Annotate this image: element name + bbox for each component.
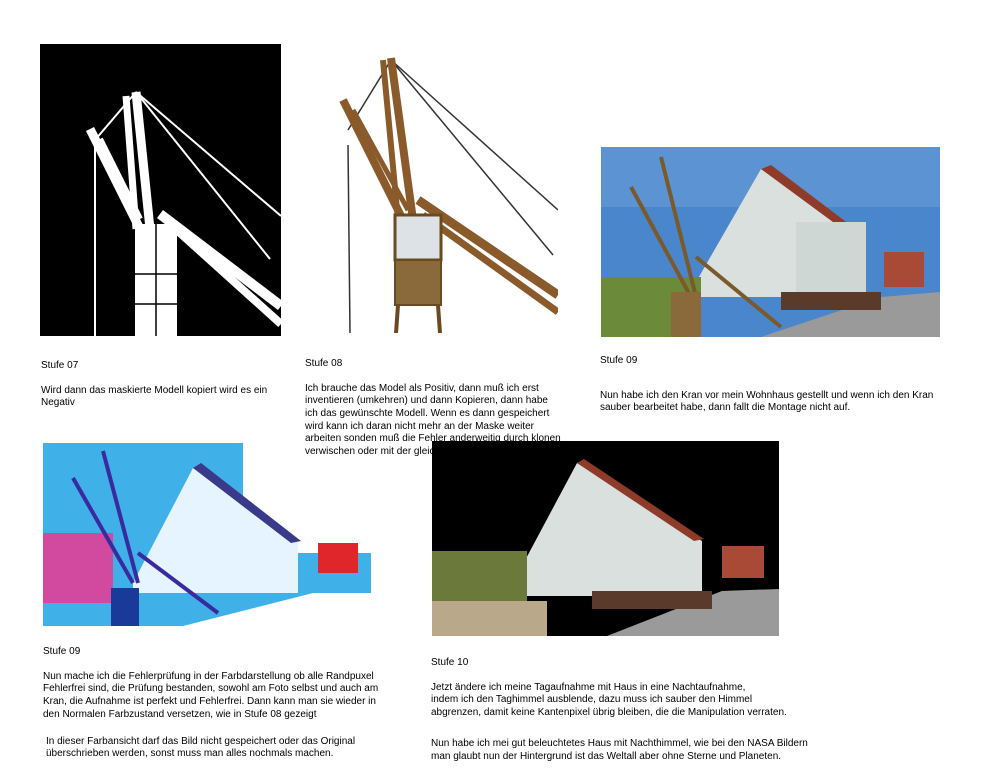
caption-text: Nun habe ich den Kran vor mein Wohnhaus gestellt und wenn ich den Kran sauber bearbeitet habe, dann fallt die Montage nicht auf. bbox=[600, 389, 934, 414]
caption-stufe-08 bbox=[305, 345, 580, 471]
caption-note: Nun habe ich mei gut beleuchtetes Haus mit Nachthimmel, wie bei den NASA Bildern man glaubt nun der Hintergrund ist das Weltall aber ohne Sterne und Planeten. bbox=[431, 738, 808, 762]
caption-heading: Stufe 09 bbox=[43, 645, 81, 657]
crane-mask-image bbox=[40, 44, 281, 336]
caption-stufe-09-day bbox=[600, 342, 945, 428]
caption-stufe-07 bbox=[41, 347, 291, 423]
caption-text: Ich brauche das Model als Positiv, dann muß ich erst inventieren (umkehren) und dann Kopieren, dann habe ich das gewünschte Modell. Wenn es dann gespeichert wird kann ich daran nicht mehr an der Maske weiter arbeiten sonden muß die Fehler anderweitig durch klonen verwischen oder mit der gleichen Farbe füllen. bbox=[305, 382, 561, 457]
caption-heading: Stufe 10 bbox=[431, 656, 469, 668]
caption-stufe-09-check bbox=[43, 633, 388, 774]
caption-heading: Stufe 07 bbox=[41, 359, 79, 371]
crane-model-image bbox=[338, 50, 558, 333]
crane-house-day-image bbox=[601, 147, 940, 337]
caption-text: Wird dann das maskierte Modell kopiert wird es ein Negativ bbox=[41, 384, 268, 409]
caption-note: In dieser Farbansicht darf das Bild nicht gespeichert oder das Original überschrieben werden, sonst muss man alles nochmals machen. bbox=[46, 735, 356, 760]
caption-text: Jetzt ändere ich meine Tagaufnahme mit Haus in eine Nachtaufnahme, indem ich den Taghimmel ausblende, dazu muss ich sauber den Himmel abgrenzen, damit keine Kantenpixel übrig bleiben, die die Manipulation verraten. bbox=[431, 681, 787, 718]
caption-text: Nun mache ich die Fehlerprüfung in der Farbdarstellung ob alle Randpuxel Fehlerfrei sind, die Prüfung bestanden, sowohl am Foto selbst und auch am Kran, die Aufnahme ist perfekt und Fehlerfrei. Dann kann man sie wieder in den Normalen Farbzustand versetzen, wie in Stufe 08 gezeigt bbox=[43, 670, 379, 720]
caption-heading: Stufe 08 bbox=[305, 357, 343, 369]
caption-heading: Stufe 09 bbox=[600, 354, 638, 366]
caption-stufe-10 bbox=[431, 644, 831, 776]
